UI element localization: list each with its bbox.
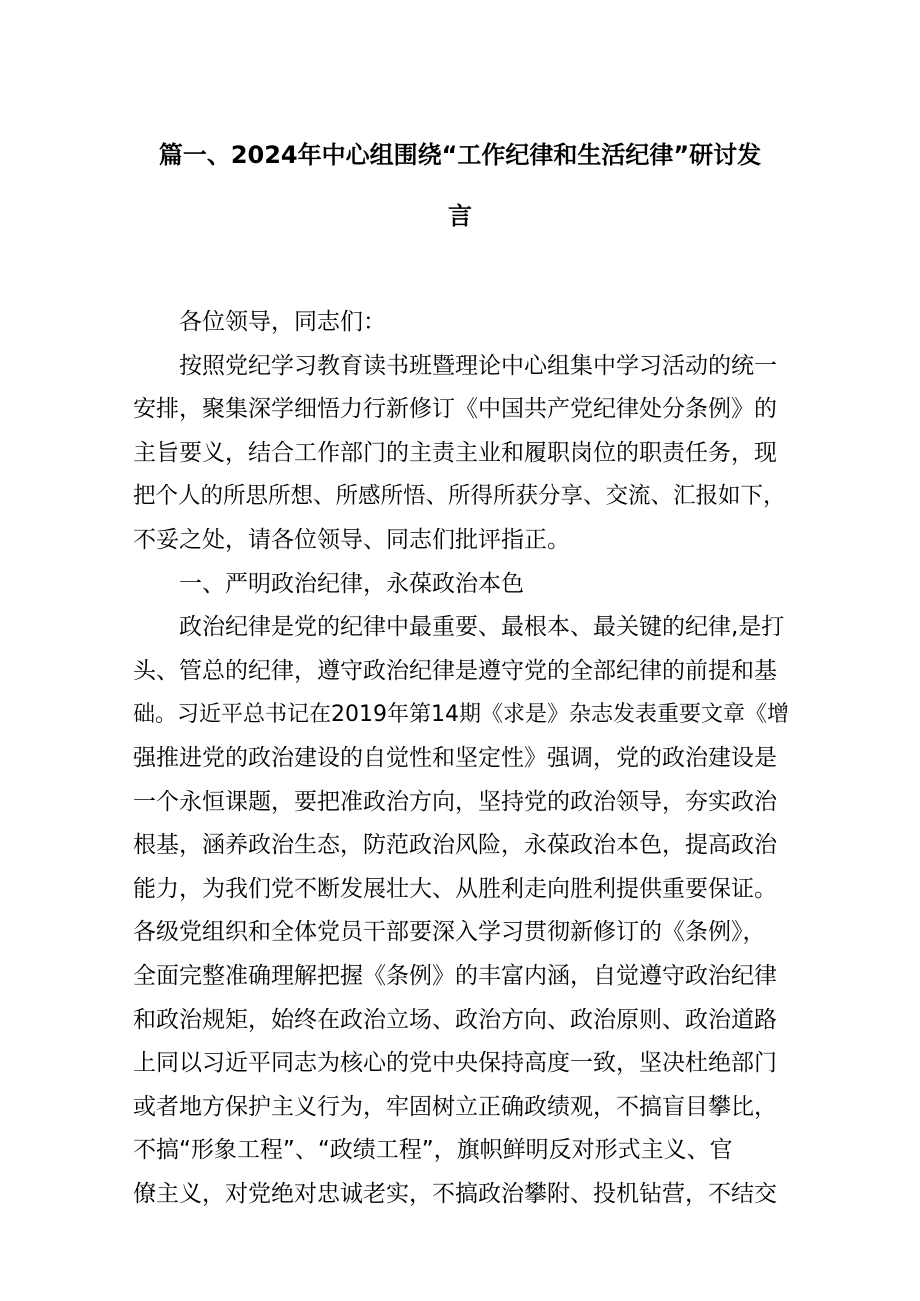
document-body <box>133 301 793 1216</box>
paragraph-line: 不搞“形象工程”、“政绩工程”，旗帜鲜明反对形式主义、官 <box>133 1137 733 1164</box>
paragraph-line: 把个人的所思所想、所感所悟、所得所获分享、交流、汇报如下， <box>133 483 786 510</box>
paragraph-line: 础。习近平总书记在2019年第14期《求是》杂志发表重要文章《增 <box>133 702 789 728</box>
paragraph-line: 主旨要义，结合工作部门的主责主业和履职岗位的职责任务，现 <box>133 439 777 466</box>
paragraph-line: 一个永恒课题，要把准政治方向，坚持党的政治领导，夯实政治 <box>133 788 777 815</box>
paragraph-line: 强推进党的政治建设的自觉性和坚定性》强调，党的政治建设是 <box>133 744 777 771</box>
paragraph-line: 上同以习近平同志为核心的党中央保持高度一致，坚决杜绝部门 <box>133 1050 777 1077</box>
paragraph-line: 僚主义，对党绝对忠诚老实，不搞政治攀附、投机钻营，不结交 <box>133 1180 777 1207</box>
paragraph-line: 根基，涵养政治生态，防范政治风险，永葆政治本色，提高政治 <box>133 832 777 859</box>
paragraph-line: 安排，聚集深学细悟力行新修订《中国共产党纪律处分条例》的 <box>133 396 777 423</box>
paragraph-line: 头、管总的纪律，遵守政治纪律是遵守党的全部纪律的前提和基 <box>133 657 777 684</box>
paragraph-line: 全面完整准确理解把握《条例》的丰富内涵，自觉遵守政治纪律 <box>133 962 777 989</box>
document-title-line-2: 言 <box>448 202 472 230</box>
section-heading: 一、严明政治纪律，永葆政治本色 <box>179 570 524 597</box>
paragraph-line: 和政治规矩，始终在政治立场、政治方向、政治原则、政治道路 <box>133 1006 777 1033</box>
paragraph-line: 能力，为我们党不断发展壮大、从胜利走向胜利提供重要保证。 <box>133 875 777 902</box>
salutation: 各位领导，同志们： <box>179 309 386 335</box>
paragraph-line: 按照党纪学习教育读书班暨理论中心组集中学习活动的统一 <box>179 352 777 379</box>
paragraph-line: 政治纪律是党的纪律中最重要、最根本、最关键的纪律,是打 <box>179 614 785 641</box>
document-title-line-1: 篇一、2024年中心组围绕“工作纪律和生活纪律”研讨发 <box>158 141 762 169</box>
paragraph-line: 或者地方保护主义行为，牢固树立正确政绩观，不搞盲目攀比， <box>133 1093 777 1120</box>
paragraph-line: 不妥之处，请各位领导、同志们批评指正。 <box>133 526 570 553</box>
paragraph-line: 各级党组织和全体党员干部要深入学习贯彻新修订的《条例》， <box>133 919 766 946</box>
